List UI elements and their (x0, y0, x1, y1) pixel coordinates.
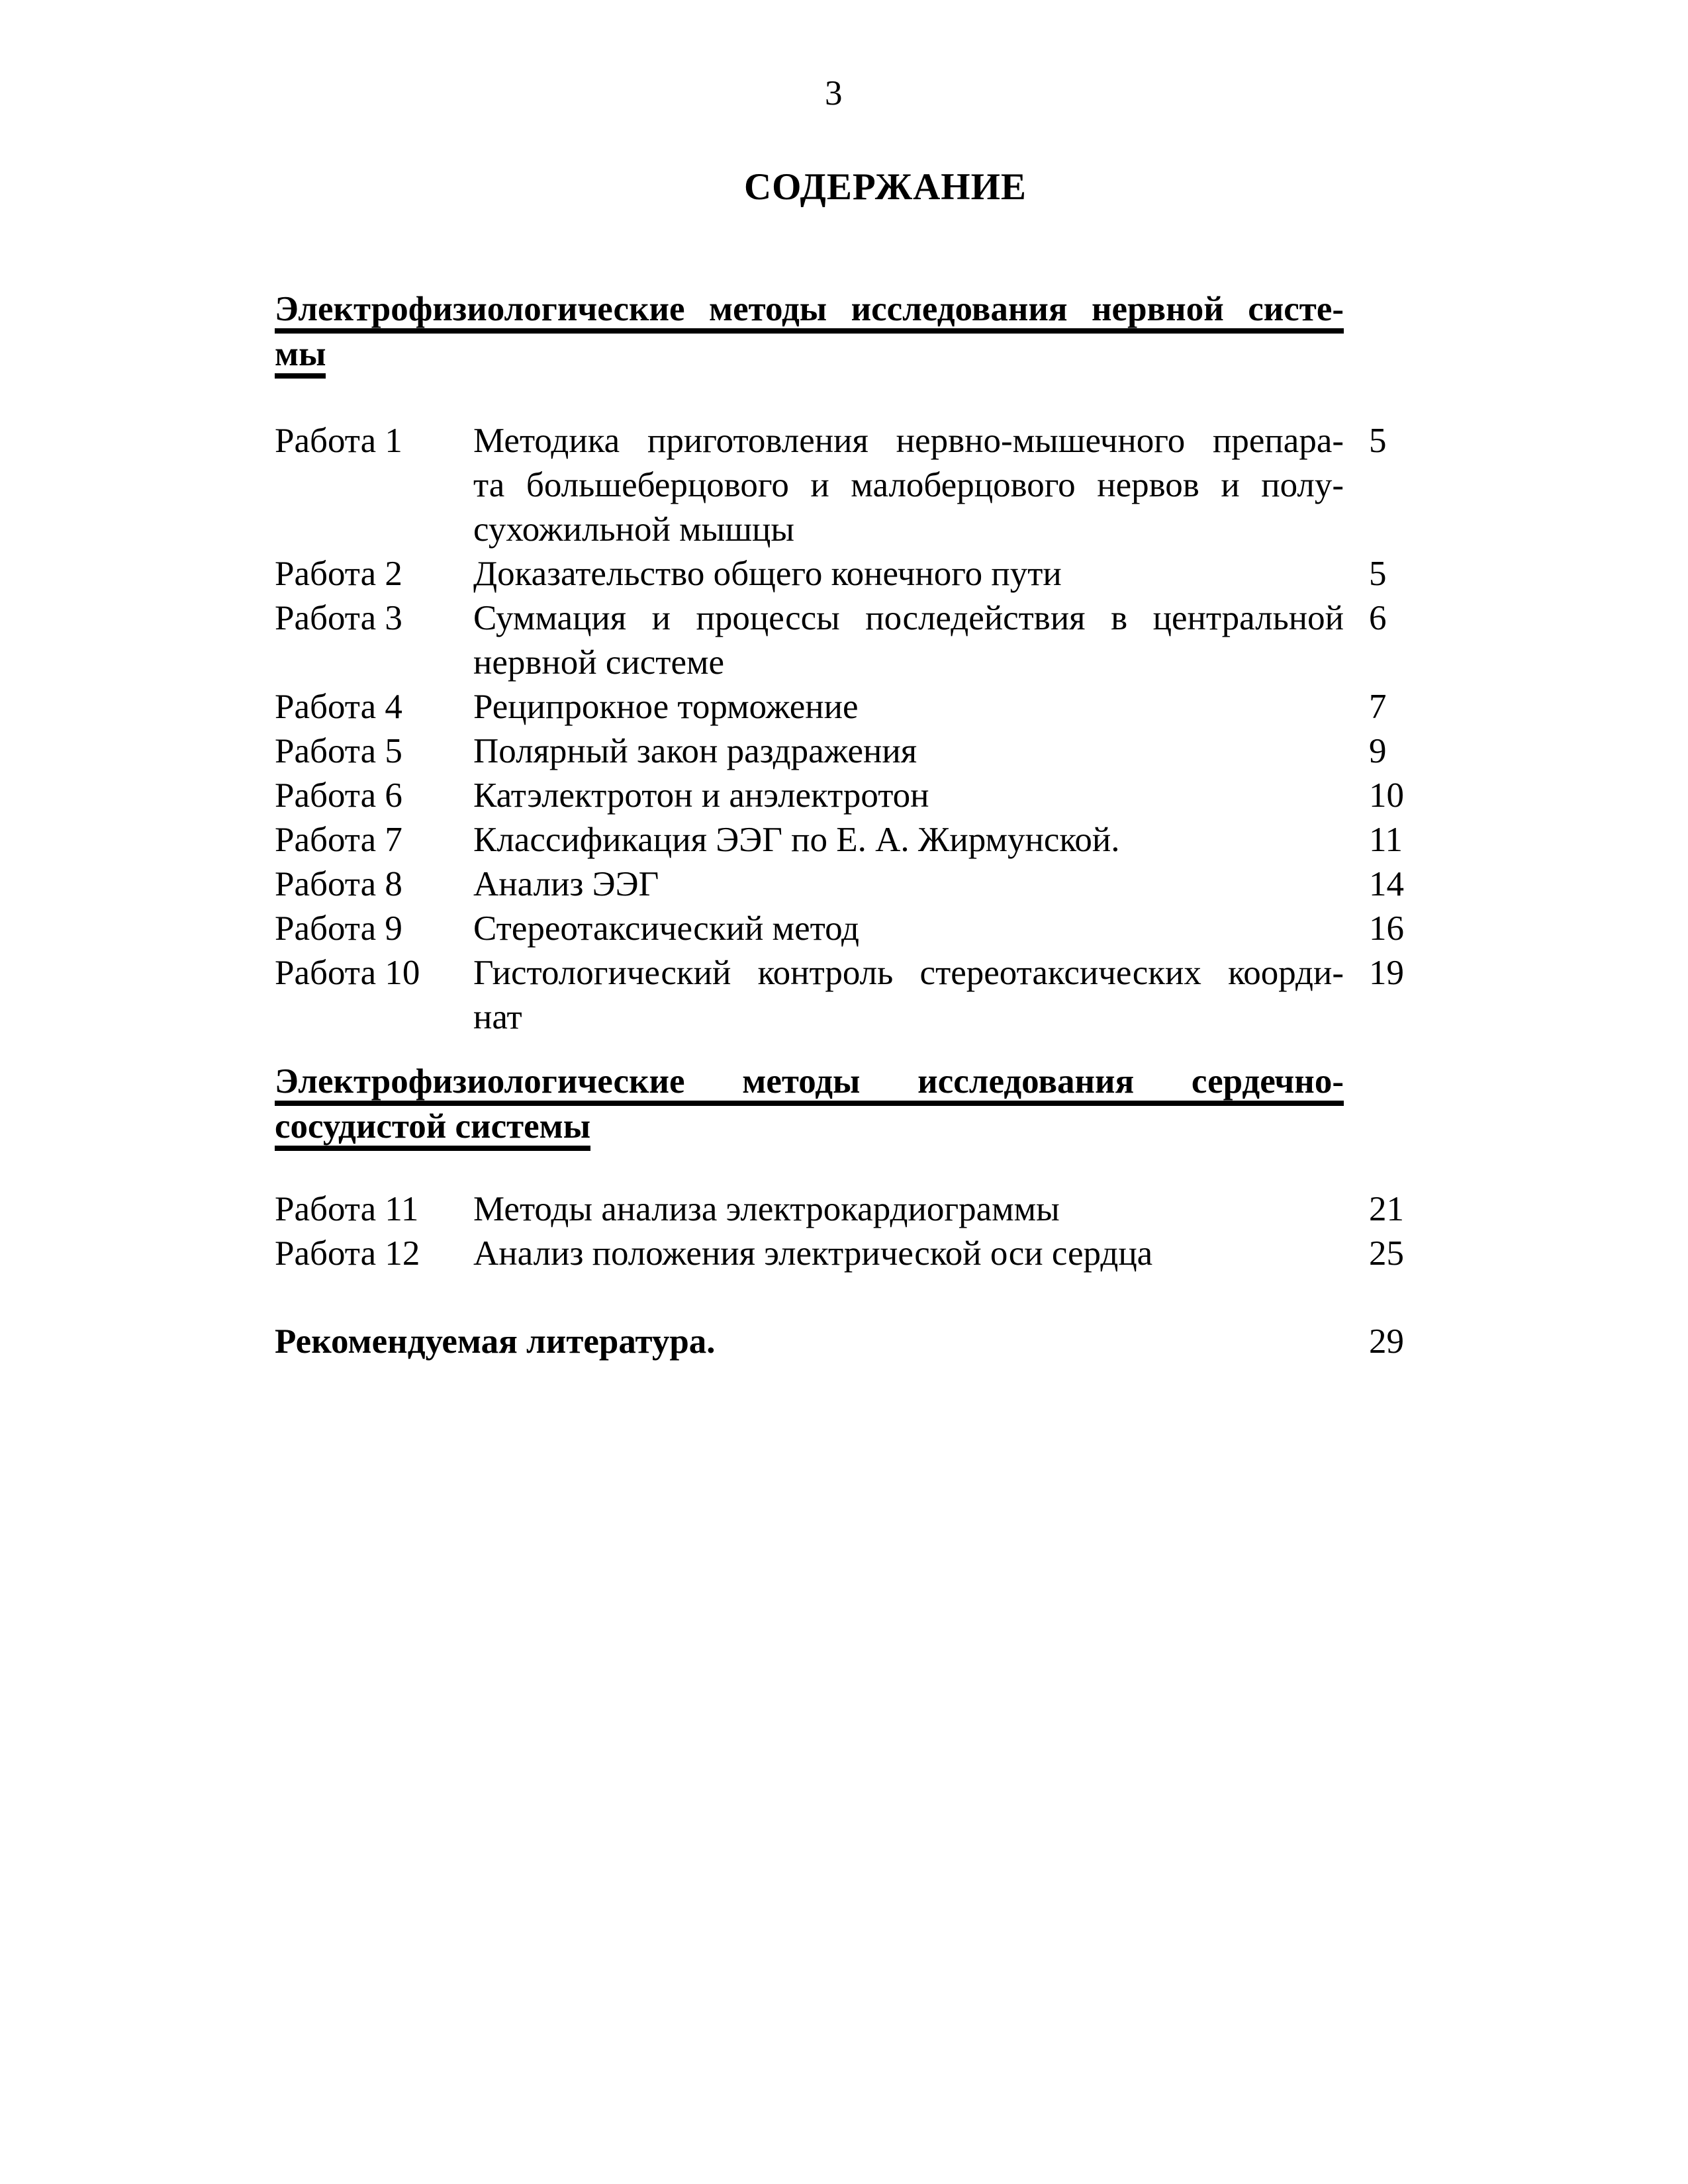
work-page-number: 19 (1369, 954, 1404, 992)
work-page-number: 5 (1369, 422, 1387, 460)
work-title-line: Анализ положения электрической оси сердца (473, 1234, 1153, 1273)
work-page-number: 21 (1369, 1190, 1404, 1228)
work-title (473, 951, 1344, 1040)
work-label: Работа 4 (275, 688, 402, 726)
work-title (473, 729, 1344, 774)
section-1-heading-line-2: мы (275, 337, 326, 379)
work-label: Работа 8 (275, 865, 402, 903)
work-label: Работа 1 (275, 422, 402, 460)
work-label: Работа 3 (275, 599, 402, 637)
work-label: Работа 9 (275, 909, 402, 948)
work-title-line: Стереотаксический метод (473, 909, 860, 948)
work-title-line: Методы анализа электрокардиограммы (473, 1190, 1060, 1228)
work-page-number: 10 (1369, 776, 1404, 815)
work-page-number: 14 (1369, 865, 1404, 903)
work-label: Работа 12 (275, 1234, 420, 1273)
work-title-line: Катэлектротон и анэлектротон (473, 776, 929, 815)
work-label: Работа 7 (275, 821, 402, 859)
work-title (473, 552, 1344, 596)
work-title (473, 685, 1344, 729)
work-title (473, 818, 1344, 862)
work-title (473, 419, 1344, 552)
literature-label: Рекомендуемая литература. (275, 1322, 716, 1361)
work-label: Работа 2 (275, 555, 402, 593)
work-title-line: нат (473, 998, 522, 1036)
page-title: СОДЕРЖАНИЕ (744, 166, 1027, 208)
work-page-number: 25 (1369, 1234, 1404, 1273)
work-title-line: Реципрокное торможение (473, 688, 859, 726)
work-title-line: сухожильной мышцы (473, 510, 794, 549)
section-2-heading-line-2: сосудистой системы (275, 1109, 590, 1151)
work-title (473, 774, 1344, 818)
work-title-line: Гистологический контроль стереотаксических коорди- (473, 954, 1344, 992)
work-title-line: нервной системе (473, 643, 725, 682)
work-title-line: Доказательство общего конечного пути (473, 555, 1062, 593)
work-title (473, 1187, 1344, 1232)
work-label: Работа 5 (275, 732, 402, 770)
work-page-number: 5 (1369, 555, 1387, 593)
work-title-line: Полярный закон раздражения (473, 732, 917, 770)
work-page-number: 6 (1369, 599, 1387, 637)
work-title-line: та большеберцового и малоберцового нервов и полу- (473, 466, 1344, 504)
work-page-number: 7 (1369, 688, 1387, 726)
work-label: Работа 6 (275, 776, 402, 815)
work-title-line: Анализ ЭЭГ (473, 865, 659, 903)
work-title-line: Методика приготовления нервно-мышечного препара- (473, 422, 1344, 460)
work-page-number: 9 (1369, 732, 1387, 770)
work-title (473, 1232, 1344, 1276)
work-title (473, 907, 1344, 951)
literature-page-number: 29 (1369, 1322, 1404, 1361)
work-title (473, 596, 1344, 685)
work-title-line: Суммация и процессы последействия в центральной (473, 599, 1344, 637)
work-title (473, 862, 1344, 907)
section-1-heading-line-1: Электрофизиологические методы исследования нервной систе- (275, 292, 1344, 334)
work-page-number: 16 (1369, 909, 1404, 948)
work-title-line: Классификация ЭЭГ по Е. А. Жирмунской. (473, 821, 1120, 859)
work-page-number: 11 (1369, 821, 1403, 859)
page-number: 3 (825, 74, 843, 113)
section-2-heading-line-1: Электрофизиологические методы исследования сердечно- (275, 1064, 1344, 1106)
work-label: Работа 10 (275, 954, 420, 992)
work-label: Работа 11 (275, 1190, 419, 1228)
